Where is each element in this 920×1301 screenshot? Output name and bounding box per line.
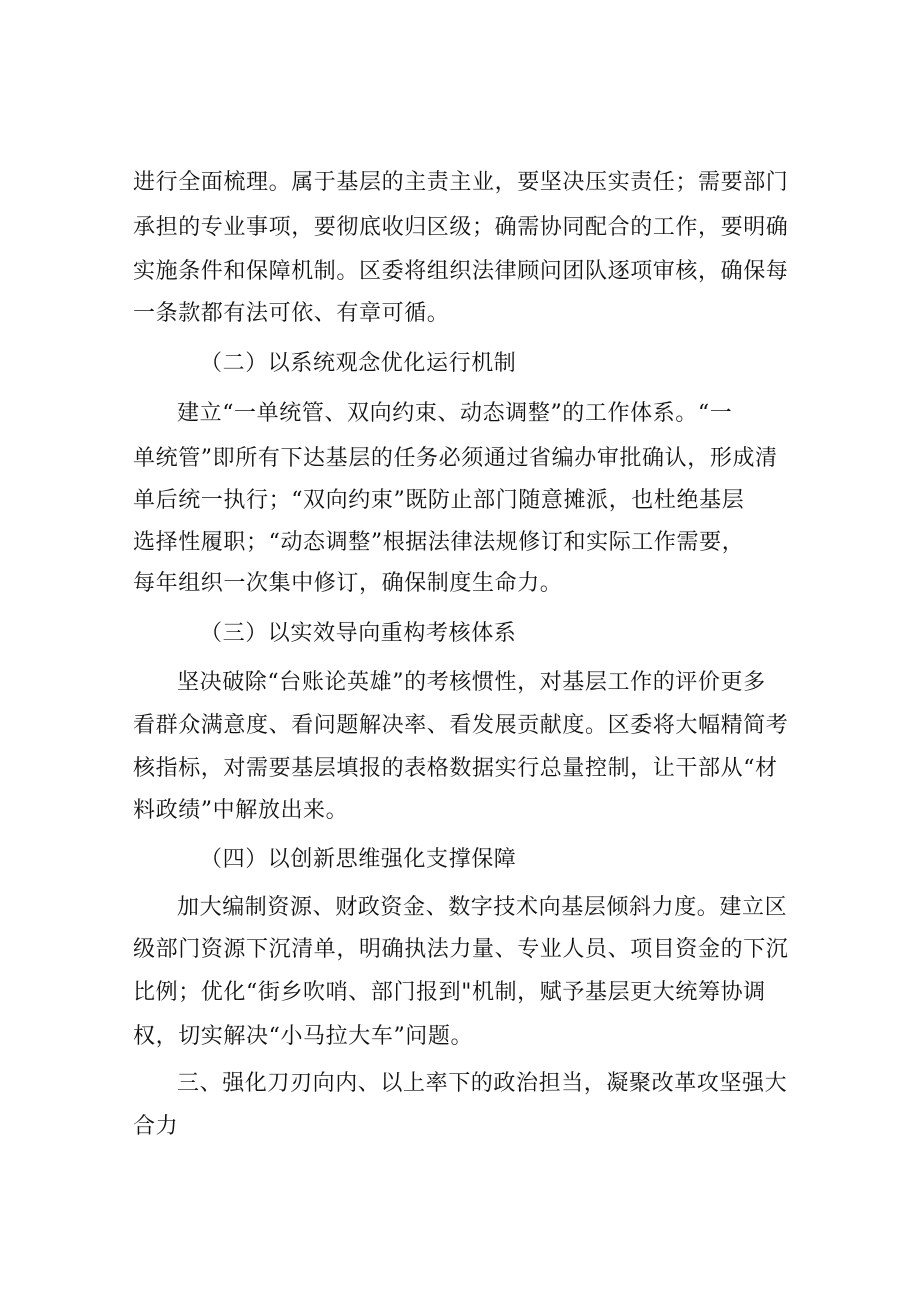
paragraph-4-line-1: 加大编制资源、财政资金、数字技术向基层倾斜力度。建立区 (177, 895, 788, 920)
section-heading-3: （三）以实效导向重构考核体系 (200, 621, 517, 646)
paragraph-3-line-2: 看群众满意度、看问题解决率、看发展贡献度。区委将大幅精简考 (133, 713, 789, 738)
paragraph-3-line-4: 料政绩”中解放出来。 (133, 798, 349, 823)
paragraph-3-line-1: 坚决破除“台账论英雄”的考核惯性，对基层工作的评价更多 (177, 670, 766, 695)
paragraph-1-line-1: 进行全面梳理。属于基层的主责主业，要坚决压实责任；需要部门 (133, 170, 789, 195)
paragraph-1-line-3: 实施条件和保障机制。区委将组织法律顾问团队逐项审核，确保每 (133, 259, 789, 284)
paragraph-1-line-2: 承担的专业事项，要彻底收归区级；确需协同配合的工作，要明确 (133, 215, 789, 240)
paragraph-2-line-1: 建立“一单统管、双向约束、动态调整”的工作体系。“一 (177, 401, 733, 426)
section-heading-4: （四）以创新思维强化支撑保障 (200, 847, 517, 872)
paragraph-2-line-5: 每年组织一次集中修订，确保制度生命力。 (133, 571, 563, 596)
paragraph-4-line-3: 比例；优化“街乡吹哨、部门报到"机制，赋予基层更大统筹协调 (133, 980, 766, 1005)
paragraph-3-line-3: 核指标，对需要基层填报的表格数据实行总量控制，让干部从“材 (133, 756, 778, 781)
paragraph-1-line-4: 一条款都有法可依、有章可循。 (133, 301, 450, 326)
paragraph-4-line-4: 权，切实解决“小马拉大车”问题。 (133, 1024, 474, 1049)
paragraph-2-line-4: 选择性履职；“动态调整”根据法律法规修订和实际工作需要， (133, 530, 745, 555)
paragraph-4-line-2: 级部门资源下沉清单，明确执法力量、专业人员、项目资金的下沉 (133, 937, 789, 962)
paragraph-2-line-3: 单后统一执行；“双向约束”既防止部门随意摊派，也杜绝基层 (133, 488, 745, 513)
section-heading-2: （二）以系统观念优化运行机制 (200, 351, 517, 376)
section-3-title-line-2: 合力 (133, 1114, 179, 1139)
paragraph-2-line-2: 单统管”即所有下达基层的任务必须通过省编办审批确认，形成清 (133, 446, 778, 471)
section-3-title-line-1: 三、强化刀刃向内、以上率下的政治担当，凝聚改革攻坚强大 (177, 1071, 788, 1096)
